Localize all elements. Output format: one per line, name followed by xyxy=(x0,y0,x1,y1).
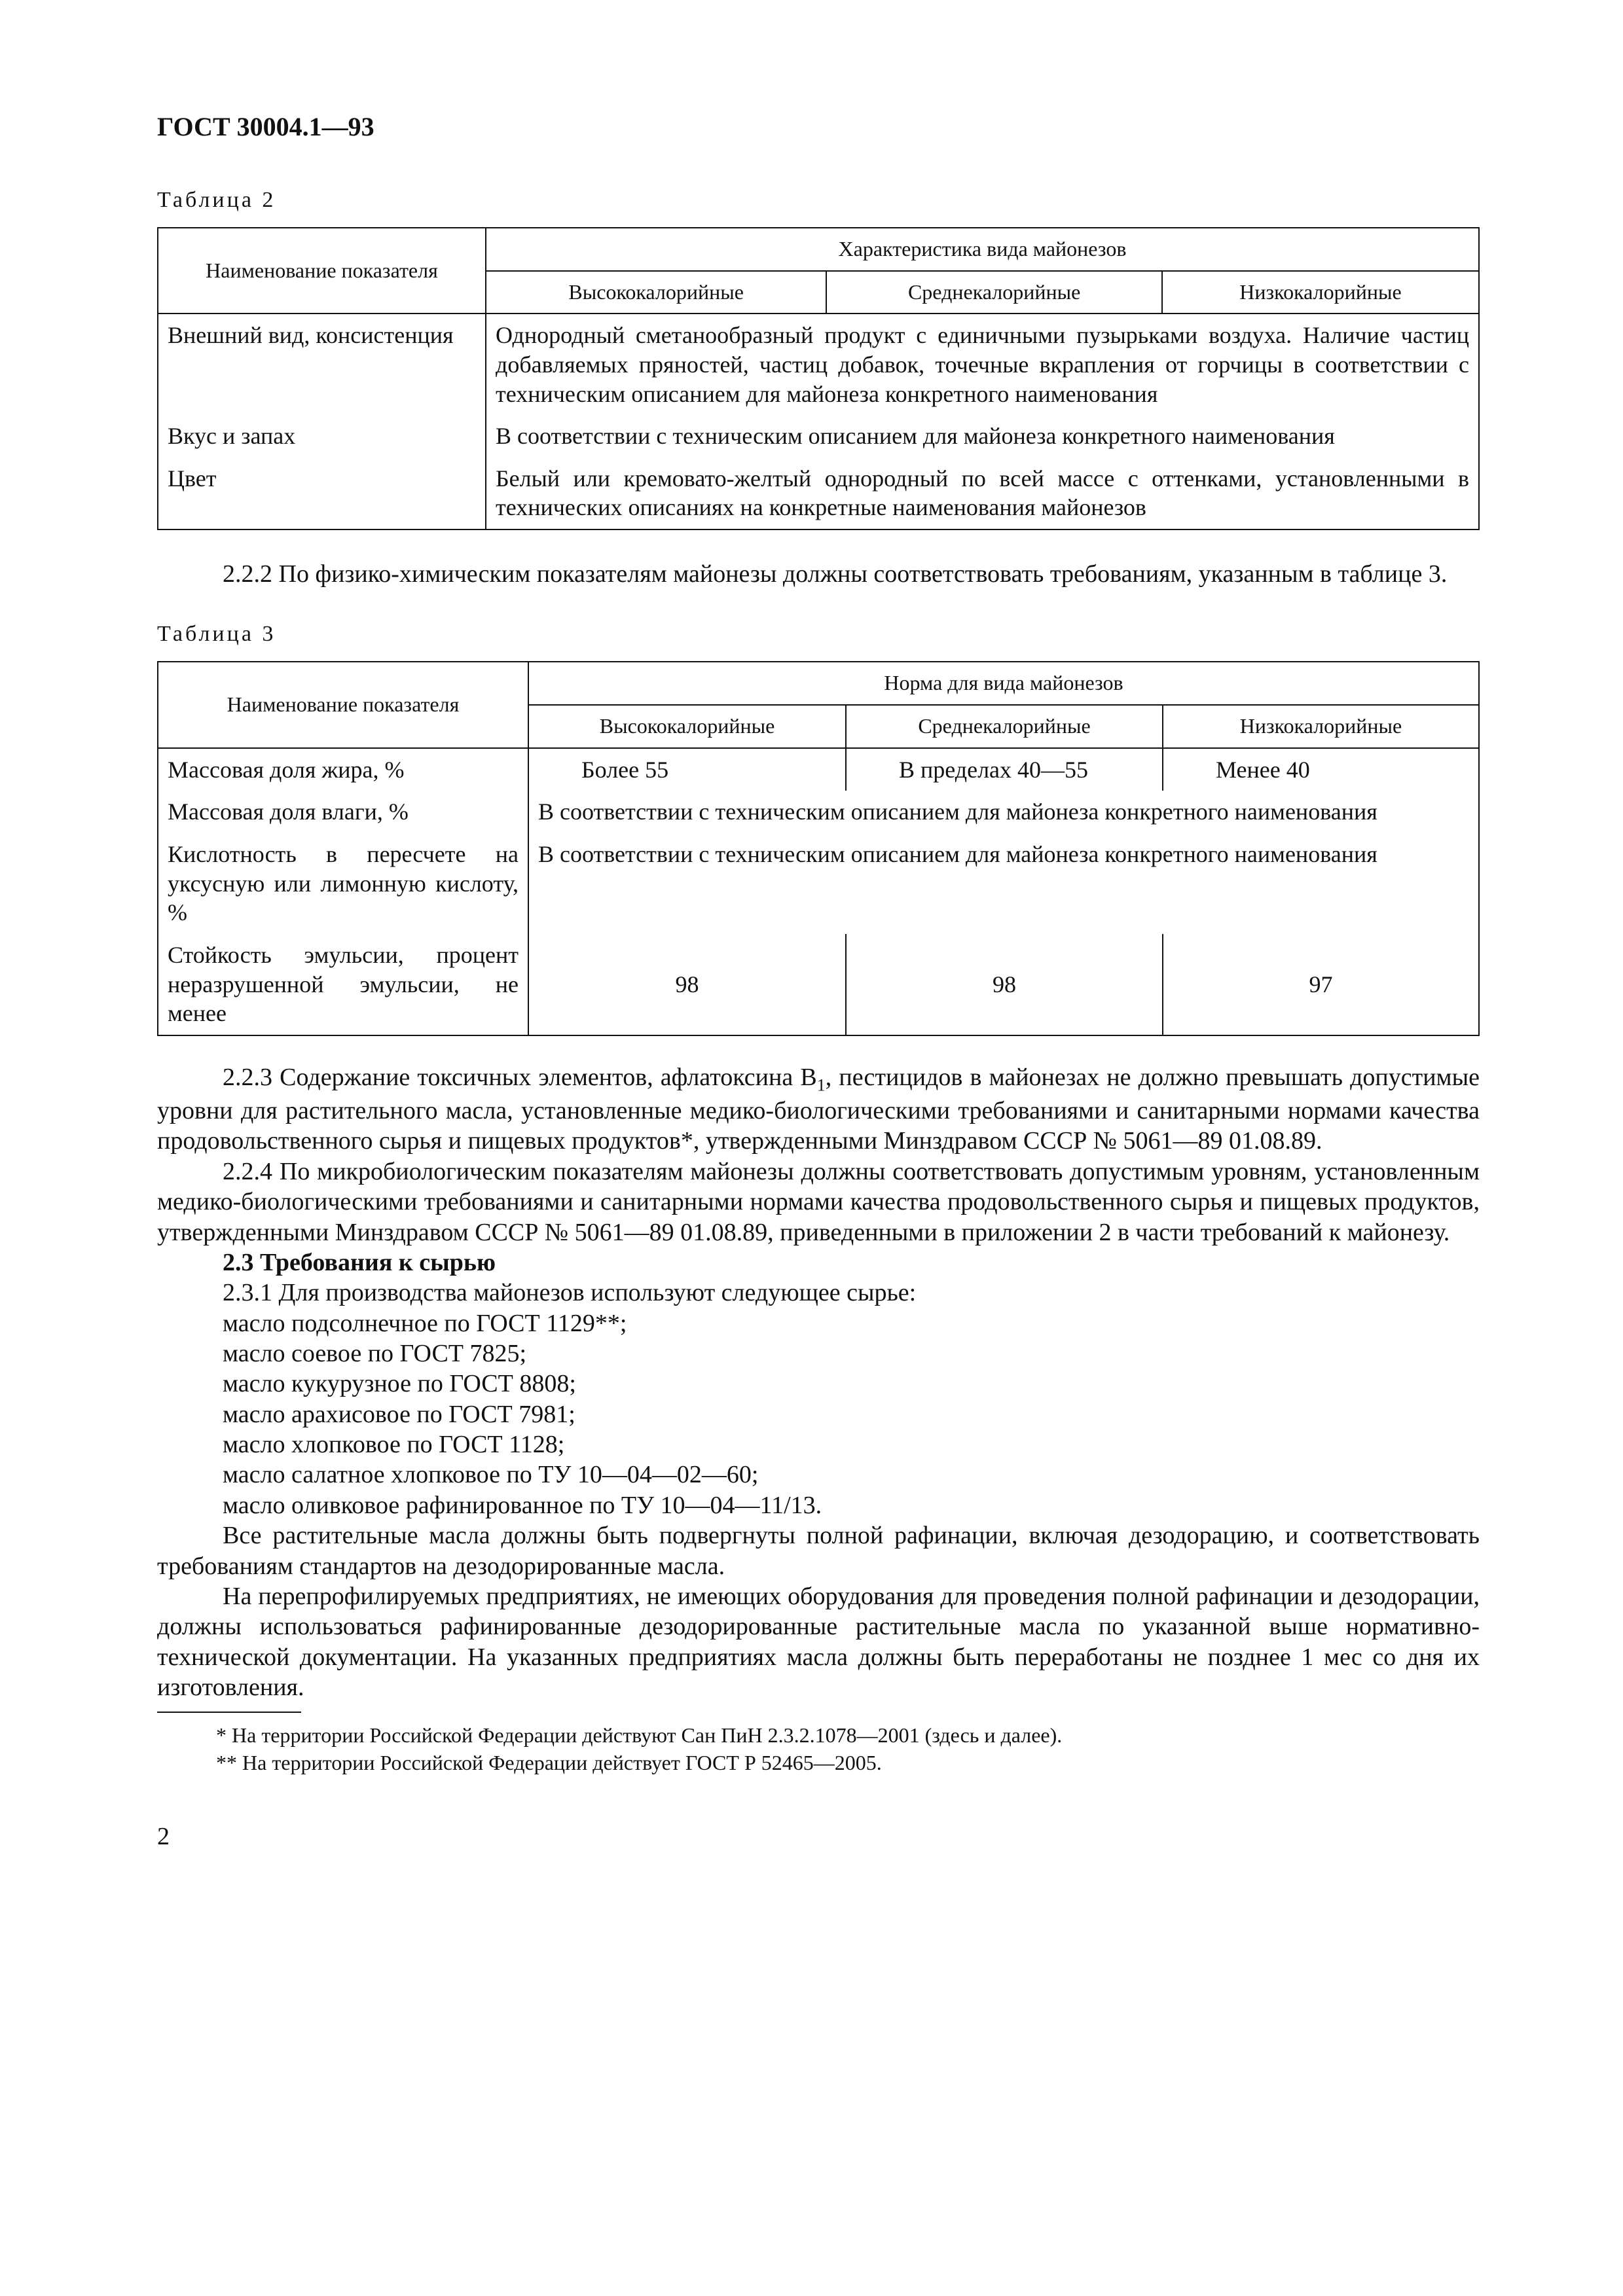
table2-caption: Таблица 2 xyxy=(157,188,276,212)
table3-col-high: Высококалорийные xyxy=(528,705,846,748)
paragraph-2-2-3-part1: 2.2.3 Содержание токсичных элементов, афлатоксина B xyxy=(223,1063,817,1091)
list-item: масло салатное хлопковое по ТУ 10—04—02—60; xyxy=(223,1461,759,1489)
table3-row-value: В соответствии с техническим описанием для майонеза конкретного наименования xyxy=(528,833,1479,934)
table2-row-value: Белый или кремовато-желтый однородный по всей массе с оттенками, установленными в технических описаниях на конкретные наименования майонезов xyxy=(486,457,1479,529)
table2 xyxy=(157,227,1480,530)
footnote-2: ** На территории Российской Федерации действует ГОСТ Р 52465—2005. xyxy=(216,1750,882,1774)
table3-col-medium: Среднекалорийные xyxy=(846,705,1163,748)
table-row xyxy=(158,833,1479,934)
table3-cell: 98 xyxy=(846,934,1163,1035)
list-item: масло соевое по ГОСТ 7825; xyxy=(223,1339,527,1367)
table-row xyxy=(158,314,1479,415)
paragraph-reprofiling: На перепрофилируемых предприятиях, не имеющих оборудования для проведения полной рафинации и дезодорации, должны использоваться рафинированные дезодорированные растительные масла по указанной выше нормативно-технической документации. На указанных предприятиях масла должны быть переработаны не позднее 1 мес со дня их изготовления. xyxy=(157,1582,1480,1701)
table3-row-name: Кислотность в пересчете на уксусную или лимонную кислоту, % xyxy=(158,833,528,934)
table2-row-value: Однородный сметанообразный продукт с единичными пузырьками воздуха. Наличие частиц добавляемых пряностей, частиц добавок, точечные вкрапления от горчицы в соответствии с техническим описанием для майонеза конкретного наименования xyxy=(486,314,1479,415)
table3-row-name: Стойкость эмульсии, процент неразрушенной эмульсии, не менее xyxy=(158,934,528,1035)
table-row xyxy=(158,415,1479,457)
table3-cell: 98 xyxy=(528,934,846,1035)
paragraph-2-3-1: 2.3.1 Для производства майонезов используют следующее сырье: xyxy=(223,1279,917,1307)
table2-row-value: В соответствии с техническим описанием для майонеза конкретного наименования xyxy=(486,415,1479,457)
table3-caption: Таблица 3 xyxy=(157,622,276,647)
table3-cell: Более 55 xyxy=(528,748,846,791)
table3-col-name-header: Наименование показателя xyxy=(158,662,528,747)
paragraph-2-2-2: 2.2.2 По физико-химическим показателям майонезы должны соответствовать требованиям, указанным в таблице 3. xyxy=(223,560,1448,588)
table2-col-high: Высококалорийные xyxy=(486,271,826,314)
list-item: масло подсолнечное по ГОСТ 1129**; xyxy=(223,1309,627,1337)
paragraph-refining: Все растительные масла должны быть подвергнуты полной рафинации, включая дезодорацию, и соответствовать требованиям стандартов на дезодорированные масла. xyxy=(157,1522,1480,1580)
page-number: 2 xyxy=(157,1823,170,1851)
section-title-2-3: 2.3 Требования к сырью xyxy=(223,1248,496,1276)
list-item: масло арахисовое по ГОСТ 7981; xyxy=(223,1400,575,1428)
footnote-1: * На территории Российской Федерации действуют Сан ПиН 2.3.2.1078—2001 (здесь и далее). xyxy=(216,1723,1063,1748)
table2-group-header: Характеристика вида майонезов xyxy=(486,228,1479,271)
footnote-divider xyxy=(157,1712,301,1713)
table2-row-name: Внешний вид, консистенция xyxy=(158,314,486,415)
table3 xyxy=(157,661,1480,1035)
document-header: ГОСТ 30004.1—93 xyxy=(157,112,374,141)
table3-cell: 97 xyxy=(1163,934,1479,1035)
list-item: масло оливковое рафинированное по ТУ 10—04—11/13. xyxy=(223,1491,822,1519)
paragraph-2-2-3 xyxy=(157,1062,1480,1157)
table3-row-name: Массовая доля влаги, % xyxy=(158,791,528,833)
table3-group-header: Норма для вида майонезов xyxy=(528,662,1479,705)
table-row xyxy=(158,748,1479,791)
table3-row-value: В соответствии с техническим описанием для майонеза конкретного наименования xyxy=(528,791,1479,833)
list-item: масло хлопковое по ГОСТ 1128; xyxy=(223,1431,565,1459)
table3-row-name: Массовая доля жира, % xyxy=(158,748,528,791)
table2-col-name-header: Наименование показателя xyxy=(158,228,486,314)
list-item: масло кукурузное по ГОСТ 8808; xyxy=(223,1370,576,1398)
table-row xyxy=(158,934,1479,1035)
paragraph-2-2-3-part2: , пестицидов в майонезах не должно превышать допустимые уровни для растительного масла, установленные медико-биологическими требованиями и санитарными нормами качества продовольственного сырья и пищевых продуктов*, утвержденными Минздравом СССР № 5061—89 01.08.89. xyxy=(157,1063,1480,1155)
paragraph-2-2-4: 2.2.4 По микробиологическим показателям майонезы должны соответствовать допустимым уровням, установленным медико-биологическими требованиями и санитарными нормами качества продовольственного сырья и пищевых продуктов, утвержденными Минздравом СССР № 5061—89 01.08.89, приведенными в приложении 2 в части требований к майонезу. xyxy=(157,1157,1480,1246)
table2-row-name: Цвет xyxy=(158,457,486,529)
table2-col-low: Низкокалорийные xyxy=(1162,271,1479,314)
subscript-1: 1 xyxy=(816,1075,826,1095)
table2-row-name: Вкус и запах xyxy=(158,415,486,457)
table2-col-medium: Среднекалорийные xyxy=(826,271,1162,314)
table-row xyxy=(158,457,1479,529)
table-row xyxy=(158,791,1479,833)
table3-col-low: Низкокалорийные xyxy=(1163,705,1479,748)
table3-cell: Менее 40 xyxy=(1163,748,1479,791)
body-text xyxy=(157,1062,1480,1703)
table3-cell: В пределах 40—55 xyxy=(846,748,1163,791)
document-page xyxy=(157,111,1480,1851)
